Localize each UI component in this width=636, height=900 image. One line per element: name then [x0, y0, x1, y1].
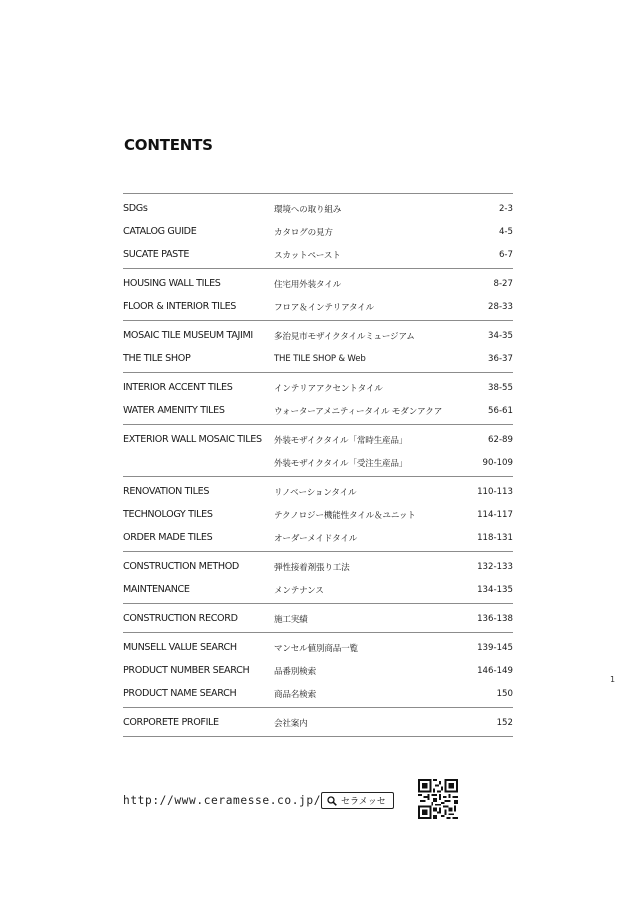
- toc-jp-title: THE TILE SHOP & Web: [274, 353, 366, 364]
- search-badge[interactable]: [321, 792, 394, 809]
- toc-page-range: 118-131: [477, 532, 513, 543]
- toc-jp-title: カタログの見方: [274, 227, 333, 238]
- toc-page-range: 150: [496, 688, 513, 699]
- toc-en-title: WATER AMENITY TILES: [123, 405, 225, 416]
- toc-en-title: MOSAIC TILE MUSEUM TAJIMI: [123, 330, 253, 341]
- toc-page-range: 132-133: [477, 561, 513, 572]
- toc-en-title: TECHNOLOGY TILES: [123, 509, 213, 520]
- toc-group: [123, 603, 513, 632]
- toc-en-title: HOUSING WALL TILES: [123, 278, 221, 289]
- toc-row[interactable]: [123, 347, 513, 370]
- toc-row[interactable]: [123, 682, 513, 705]
- toc-jp-title: テクノロジー機能性タイル＆ユニット: [274, 510, 416, 521]
- toc-jp-title: リノベーションタイル: [274, 487, 357, 498]
- toc-en-title: INTERIOR ACCENT TILES: [123, 382, 233, 393]
- toc-group: [123, 424, 513, 476]
- toc-en-title: SUCATE PASTE: [123, 249, 190, 260]
- toc-group: [123, 551, 513, 603]
- toc-row[interactable]: [123, 607, 513, 630]
- toc-row[interactable]: [123, 526, 513, 549]
- toc-en-title: RENOVATION TILES: [123, 486, 210, 497]
- toc-jp-title: 会社案内: [274, 718, 308, 729]
- toc-en-title: EXTERIOR WALL MOSAIC TILES: [123, 434, 262, 445]
- toc-jp-title: スカットペースト: [274, 250, 341, 261]
- toc-page-range: 139-145: [477, 642, 513, 653]
- toc-jp-title: オーダーメイドタイル: [274, 533, 358, 544]
- search-label: セラメッセ: [341, 797, 386, 807]
- toc-row[interactable]: [123, 578, 513, 601]
- toc-en-title: PRODUCT NAME SEARCH: [123, 688, 237, 699]
- toc-row[interactable]: [123, 272, 513, 295]
- toc-en-title: CATALOG GUIDE: [123, 226, 197, 237]
- toc-page-range: 8-27: [493, 278, 513, 289]
- toc-jp-title: フロア＆インテリアタイル: [274, 302, 374, 313]
- toc-row[interactable]: [123, 399, 513, 422]
- toc-row[interactable]: [123, 480, 513, 503]
- toc-page-range: 28-33: [488, 301, 513, 312]
- toc-page-range: 36-37: [488, 353, 513, 364]
- toc-page-range: 4-5: [498, 226, 513, 237]
- toc-group: [123, 268, 513, 320]
- toc-row[interactable]: [123, 451, 513, 474]
- toc-row[interactable]: [123, 295, 513, 318]
- toc-page-range: 90-109: [482, 457, 513, 468]
- toc-jp-title: メンテナンス: [274, 585, 324, 596]
- toc-jp-title: 住宅用外装タイル: [274, 279, 341, 290]
- toc-en-title: CONSTRUCTION RECORD: [123, 613, 238, 624]
- toc-row[interactable]: [123, 636, 513, 659]
- toc-group: [123, 476, 513, 551]
- page-number: 1: [610, 675, 616, 684]
- toc-en-title: THE TILE SHOP: [123, 353, 191, 364]
- toc-page-range: 2-3: [498, 203, 513, 214]
- toc-en-title: CONSTRUCTION METHOD: [123, 561, 239, 572]
- toc-jp-title: 外装モザイクタイル「常時生産品」: [274, 435, 408, 446]
- page-title: CONTENTS: [124, 136, 213, 154]
- toc-page-range: 38-55: [488, 382, 513, 393]
- toc-page-range: 56-61: [488, 405, 513, 416]
- toc-row[interactable]: [123, 555, 513, 578]
- toc-page-range: 110-113: [477, 486, 513, 497]
- toc-row[interactable]: [123, 711, 513, 734]
- toc-jp-title: 施工実績: [274, 614, 308, 625]
- toc-en-title: PRODUCT NUMBER SEARCH: [123, 665, 250, 676]
- qr-code-icon[interactable]: [418, 779, 458, 819]
- toc-jp-title: ウォーターアメニティータイル モダンアクア: [274, 406, 443, 417]
- toc-row[interactable]: [123, 243, 513, 266]
- toc-group: [123, 372, 513, 424]
- toc-en-title: MAINTENANCE: [123, 584, 190, 595]
- toc-en-title: MUNSELL VALUE SEARCH: [123, 642, 237, 653]
- toc-jp-title: 環境への取り組み: [274, 204, 342, 215]
- toc-row[interactable]: [123, 376, 513, 399]
- toc-en-title: ORDER MADE TILES: [123, 532, 213, 543]
- table-of-contents: [123, 193, 513, 737]
- toc-page-range: 114-117: [477, 509, 513, 520]
- toc-jp-title: 品番別検索: [274, 666, 316, 677]
- toc-row[interactable]: [123, 324, 513, 347]
- magnifier-icon: [327, 796, 337, 806]
- toc-jp-title: 多治見市モザイクタイルミュージアム: [274, 331, 415, 342]
- toc-page-range: 146-149: [477, 665, 513, 676]
- toc-page-range: 152: [496, 717, 513, 728]
- toc-jp-title: 商品名検索: [274, 689, 316, 700]
- toc-en-title: CORPORETE PROFILE: [123, 717, 219, 728]
- toc-row[interactable]: [123, 503, 513, 526]
- toc-jp-title: 弾性接着剤張り工法: [274, 562, 350, 573]
- website-url[interactable]: http://www.ceramesse.co.jp/: [123, 794, 322, 807]
- toc-page-range: 134-135: [477, 584, 513, 595]
- toc-group: [123, 193, 513, 268]
- toc-group: [123, 632, 513, 707]
- toc-jp-title: インテリアアクセントタイル: [274, 383, 383, 394]
- toc-page-range: 34-35: [488, 330, 513, 341]
- toc-page-range: 136-138: [477, 613, 513, 624]
- toc-group: [123, 320, 513, 372]
- toc-row[interactable]: [123, 428, 513, 451]
- toc-page-range: 6-7: [498, 249, 513, 260]
- toc-row[interactable]: [123, 220, 513, 243]
- toc-page-range: 62-89: [488, 434, 513, 445]
- toc-row[interactable]: [123, 659, 513, 682]
- toc-en-title: SDGs: [123, 203, 148, 214]
- toc-row[interactable]: [123, 197, 513, 220]
- toc-en-title: FLOOR & INTERIOR TILES: [123, 301, 237, 312]
- toc-jp-title: マンセル値別商品一覧: [274, 643, 358, 654]
- toc-group: [123, 707, 513, 737]
- toc-jp-title: 外装モザイクタイル「受注生産品」: [274, 458, 408, 469]
